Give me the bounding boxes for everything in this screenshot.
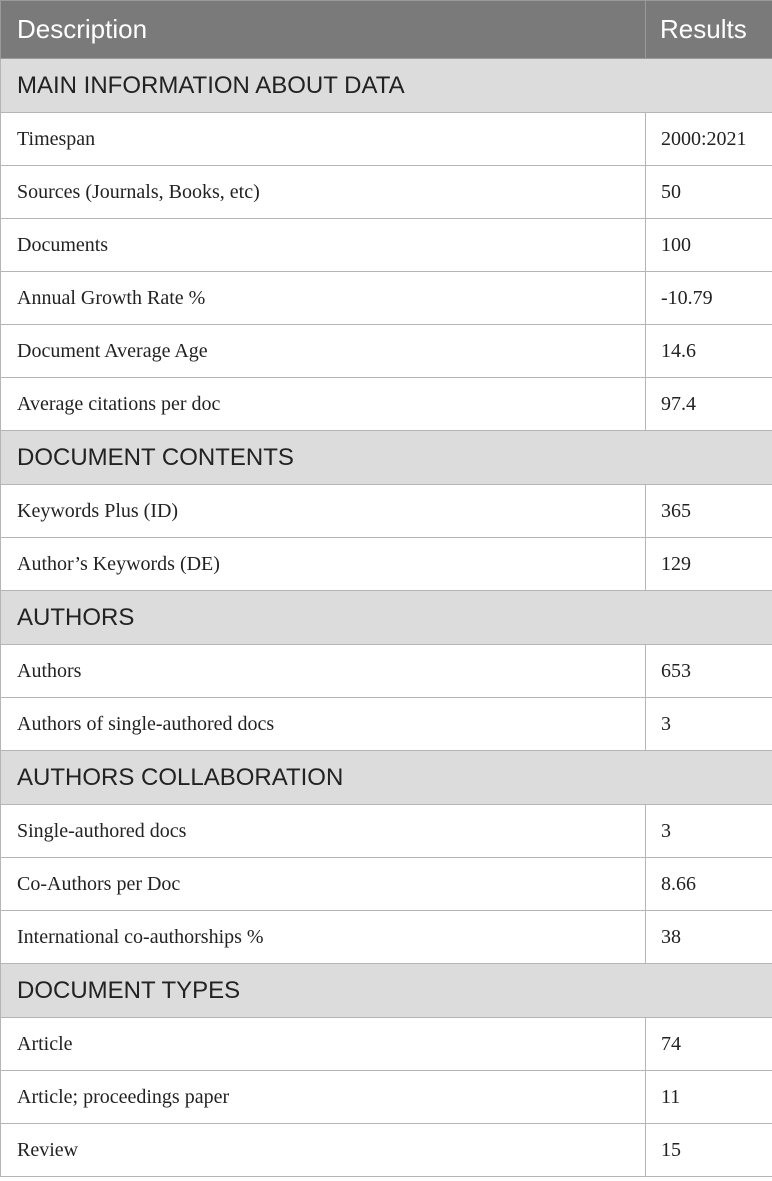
row-value: 100 (646, 219, 772, 272)
table-body (1, 59, 772, 1177)
row-value: 3 (646, 805, 772, 858)
table-row (1, 858, 772, 911)
section-title: AUTHORS (1, 591, 772, 645)
row-value: 15 (646, 1124, 772, 1177)
table-row (1, 805, 772, 858)
row-label: International co-authorships % (1, 911, 646, 964)
table-row (1, 645, 772, 698)
section-header-row (1, 751, 772, 805)
row-label: Average citations per doc (1, 378, 646, 431)
table-row (1, 1018, 772, 1071)
section-header-row (1, 964, 772, 1018)
table-header-row (1, 1, 772, 59)
row-label: Document Average Age (1, 325, 646, 378)
row-label: Authors of single-authored docs (1, 698, 646, 751)
section-title: AUTHORS COLLABORATION (1, 751, 772, 805)
row-label: Review (1, 1124, 646, 1177)
row-value: 38 (646, 911, 772, 964)
section-header-row (1, 591, 772, 645)
row-label: Authors (1, 645, 646, 698)
table-row (1, 272, 772, 325)
row-value: 365 (646, 485, 772, 538)
row-value: 97.4 (646, 378, 772, 431)
table-row (1, 219, 772, 272)
row-value: 50 (646, 166, 772, 219)
table-row (1, 698, 772, 751)
row-value: -10.79 (646, 272, 772, 325)
table-row (1, 485, 772, 538)
table-row (1, 1071, 772, 1124)
row-label: Keywords Plus (ID) (1, 485, 646, 538)
row-value: 8.66 (646, 858, 772, 911)
table-row (1, 378, 772, 431)
row-label: Annual Growth Rate % (1, 272, 646, 325)
row-value: 74 (646, 1018, 772, 1071)
row-label: Co-Authors per Doc (1, 858, 646, 911)
table-row (1, 911, 772, 964)
section-title: DOCUMENT CONTENTS (1, 431, 772, 485)
section-header-row (1, 431, 772, 485)
table-row (1, 325, 772, 378)
row-value: 653 (646, 645, 772, 698)
row-value: 129 (646, 538, 772, 591)
section-title: DOCUMENT TYPES (1, 964, 772, 1018)
row-value: 2000:2021 (646, 113, 772, 166)
table-row (1, 166, 772, 219)
row-label: Sources (Journals, Books, etc) (1, 166, 646, 219)
row-label: Author’s Keywords (DE) (1, 538, 646, 591)
row-value: 14.6 (646, 325, 772, 378)
row-label: Documents (1, 219, 646, 272)
row-label: Article (1, 1018, 646, 1071)
section-header-row (1, 59, 772, 113)
row-value: 3 (646, 698, 772, 751)
section-title: MAIN INFORMATION ABOUT DATA (1, 59, 772, 113)
table-row (1, 1124, 772, 1177)
header-description: Description (1, 1, 646, 59)
header-results: Results (646, 1, 772, 59)
table-row (1, 538, 772, 591)
row-label: Single-authored docs (1, 805, 646, 858)
row-value: 11 (646, 1071, 772, 1124)
row-label: Timespan (1, 113, 646, 166)
row-label: Article; proceedings paper (1, 1071, 646, 1124)
table-row (1, 113, 772, 166)
